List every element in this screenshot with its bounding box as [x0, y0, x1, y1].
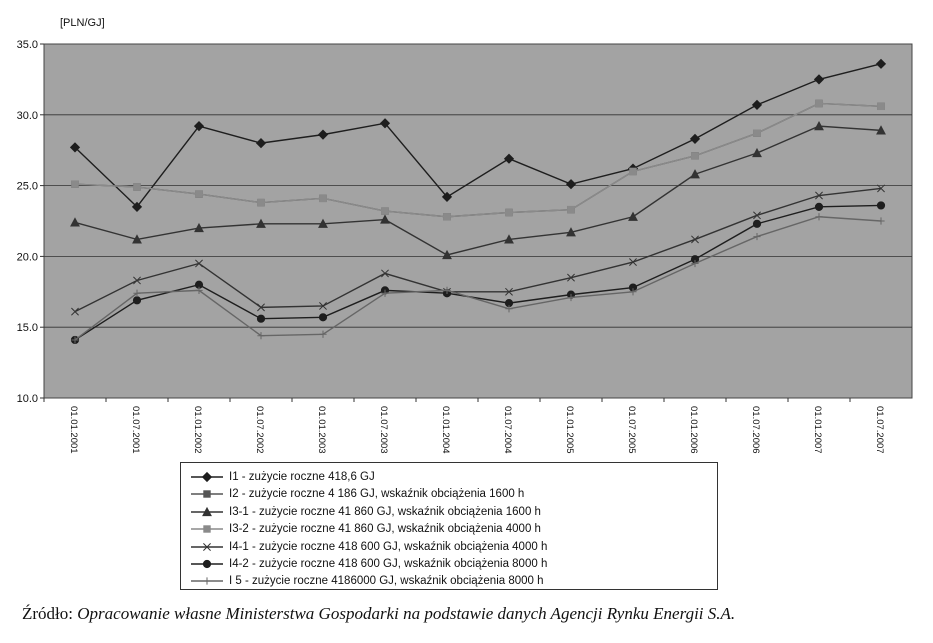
data-point [692, 153, 698, 159]
legend-swatch [189, 471, 225, 483]
legend-label: I3-2 - zużycie roczne 41 860 GJ, wskaźnik obciążenia 4000 h [229, 523, 541, 536]
y-tick-label: 20.0 [16, 251, 38, 264]
x-tick-label: 01.07.2001 [130, 406, 141, 454]
data-point [204, 526, 210, 532]
x-tick-label: 01.01.2002 [192, 406, 203, 454]
legend-swatch [189, 575, 225, 587]
data-point [878, 103, 884, 109]
x-tick-label: 01.07.2002 [254, 406, 265, 454]
y-tick-label: 15.0 [16, 322, 38, 335]
data-point [134, 184, 140, 190]
data-point [815, 203, 822, 210]
x-tick-label: 01.01.2001 [68, 406, 79, 454]
data-point [877, 202, 884, 209]
x-axis-ticks [44, 398, 885, 454]
x-tick-label: 01.07.2003 [378, 406, 389, 454]
legend-swatch [189, 488, 225, 500]
legend-label: I4-2 - zużycie roczne 418 600 GJ, wskaźnik obciążenia 8000 h [229, 558, 548, 570]
data-point [753, 220, 760, 227]
data-point [133, 297, 140, 304]
data-point [257, 315, 264, 322]
data-point [816, 100, 822, 106]
y-axis-unit-label: [PLN/GJ] [60, 17, 105, 29]
legend-item [189, 485, 524, 503]
legend-swatch [189, 558, 225, 570]
x-tick-label: 01.01.2005 [564, 406, 575, 454]
x-tick-label: 01.01.2006 [688, 406, 699, 454]
legend-item [189, 538, 547, 556]
legend-item [189, 572, 544, 590]
x-tick-label: 01.07.2006 [750, 406, 761, 454]
data-point [382, 208, 388, 214]
plot-area [44, 44, 912, 398]
x-tick-label: 01.01.2004 [440, 406, 451, 454]
legend-item [189, 555, 547, 573]
x-tick-label: 01.01.2007 [812, 406, 823, 454]
legend-label: I2 - zużycie roczne 4 186 GJ, wskaźnik obciążenia 1600 h [229, 488, 525, 501]
data-point [320, 195, 326, 201]
x-tick-label: 01.07.2007 [874, 406, 885, 454]
data-point [203, 473, 212, 482]
data-point [754, 130, 760, 136]
legend-label: I 5 - zużycie roczne 4186000 GJ, wskaźnik obciążenia 8000 h [229, 575, 544, 588]
legend-label: I3-1 - zużycie roczne 41 860 GJ, wskaźnik obciążenia 1600 h [229, 505, 541, 518]
source-text: Opracowanie własne Ministerstwa Gospodarki na podstawie danych Agencji Rynku Energii S.A. [77, 604, 736, 623]
data-point [72, 181, 78, 187]
legend-item [189, 520, 541, 538]
y-tick-label: 25.0 [16, 180, 38, 193]
x-tick-label: 01.07.2004 [502, 406, 513, 454]
data-point [506, 209, 512, 215]
y-tick-label: 30.0 [16, 109, 38, 122]
legend-label: I4-1 - zużycie roczne 418 600 GJ, wskaźnik obciążenia 4000 h [229, 540, 548, 553]
x-tick-label: 01.01.2003 [316, 406, 327, 454]
y-tick-label: 10.0 [16, 393, 38, 405]
source-note [22, 604, 735, 624]
legend-item [189, 468, 375, 486]
data-point [319, 314, 326, 321]
legend-swatch [189, 506, 225, 518]
data-point [258, 199, 264, 205]
data-point [568, 206, 574, 212]
x-tick-label: 01.07.2005 [626, 406, 637, 454]
y-axis-ticks [17, 39, 44, 405]
legend-label: I1 - zużycie roczne 418,6 GJ [229, 471, 375, 483]
data-point [444, 214, 450, 220]
data-point [196, 191, 202, 197]
data-point [203, 578, 210, 585]
data-point [203, 560, 210, 567]
data-point [630, 168, 636, 174]
legend [180, 462, 718, 590]
legend-item [189, 503, 541, 521]
legend-swatch [189, 541, 225, 553]
source-prefix: Źródło: [22, 604, 78, 623]
y-tick-label: 35.0 [16, 39, 38, 51]
legend-swatch [189, 523, 225, 535]
data-point [204, 491, 210, 497]
